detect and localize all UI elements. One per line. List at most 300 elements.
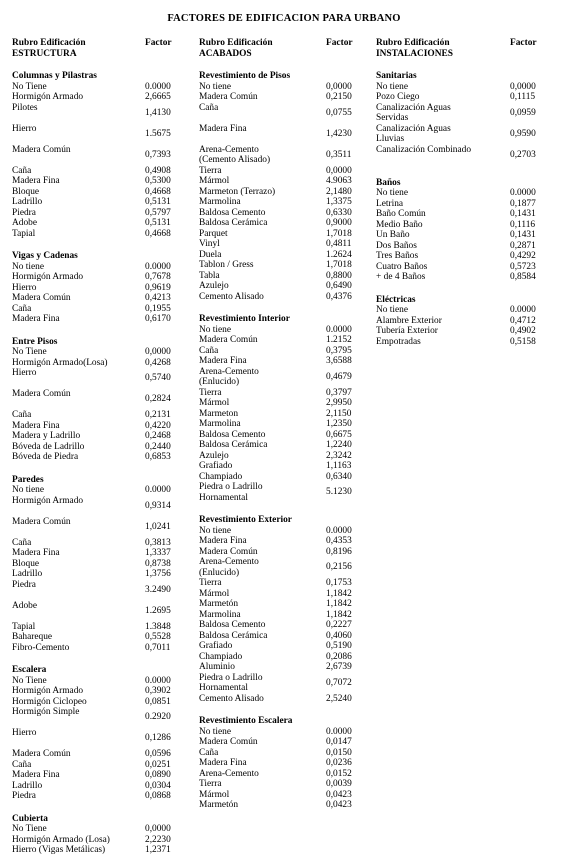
item-factor: 0.0000	[510, 188, 536, 198]
factor-row	[376, 82, 551, 93]
item-factor: 0,3511	[326, 149, 352, 160]
item-factor: 2,6739	[326, 662, 352, 672]
item-name: Hierro	[12, 368, 37, 378]
item-name: Piedra o Ladrillo Hornamental	[199, 672, 263, 693]
item-name: Madera Común	[12, 516, 71, 527]
item-name: Canalización Combinado	[376, 144, 472, 155]
item-name: Grafiado	[199, 641, 233, 651]
item-name: Baldosa Cemento	[199, 429, 266, 440]
item-factor: 0,2156	[326, 562, 352, 572]
item-name: Alambre Exterior	[376, 315, 442, 326]
factor-row	[199, 166, 359, 177]
item-factor: 0,5190	[326, 641, 352, 651]
factor-row	[12, 622, 182, 633]
factor-row	[12, 835, 182, 846]
item-name: Tres Baños	[376, 251, 419, 261]
section-title: Revestimiento Interior	[199, 314, 290, 324]
column-header	[199, 38, 359, 59]
factor-row	[199, 694, 359, 705]
item-name: Madera Fina	[199, 758, 247, 768]
item-name: Piedra o Ladrillo Hornamental	[199, 482, 263, 503]
item-name: Ladrillo	[12, 197, 43, 207]
factor-row	[12, 431, 182, 442]
factor-row	[199, 356, 359, 367]
item-factor: 0,0000	[145, 824, 171, 834]
factor-row	[12, 421, 182, 432]
column-header-label: Rubro Edificación ACABADOS	[199, 38, 273, 59]
item-name: Madera Común	[199, 546, 258, 557]
factor-row	[12, 304, 182, 315]
factor-row	[12, 770, 182, 781]
item-name: Hormigón Armado	[12, 92, 84, 102]
item-name: Adobe	[12, 600, 37, 611]
item-factor: 1,1842	[326, 588, 352, 599]
item-factor: 0,2440	[145, 441, 171, 452]
item-factor: 2,9950	[326, 398, 352, 408]
factor-row	[12, 283, 182, 294]
section-title: Revestimiento Escalera	[199, 716, 293, 726]
item-factor: 0,6490	[326, 281, 352, 291]
item-factor: 0,5131	[145, 197, 171, 207]
item-factor: 0,2227	[326, 620, 352, 630]
section-title: Eléctricas	[376, 294, 416, 305]
factor-row	[12, 676, 182, 687]
item-name: No tiene	[12, 485, 45, 495]
factor-row	[199, 673, 359, 694]
item-name: Hierro	[12, 282, 37, 293]
factor-row	[12, 749, 182, 760]
item-factor: 2,1480	[326, 186, 352, 197]
column-acabados	[199, 38, 359, 811]
item-factor: 0,4902	[510, 326, 536, 336]
section-title: Paredes	[12, 474, 44, 485]
item-factor: 0,2150	[326, 92, 352, 102]
item-name: Madera y Ladrillo	[12, 431, 81, 441]
item-factor: 0,4060	[326, 630, 352, 641]
factor-row	[376, 124, 551, 145]
factor-row	[199, 662, 359, 673]
column-header-label: Rubro Edificación INSTALACIONES	[376, 38, 453, 59]
factor-row	[12, 824, 182, 835]
factor-row	[12, 293, 182, 304]
item-name: No tiene	[376, 188, 409, 198]
item-factor: 0,0152	[326, 768, 352, 779]
item-factor: 0,5740	[145, 373, 171, 383]
item-factor: 2,3242	[326, 450, 352, 461]
item-name: Ladrillo	[12, 569, 43, 579]
item-name: Bóveda de Ladrillo	[12, 441, 85, 452]
factor-row	[199, 103, 359, 124]
factor-row	[199, 727, 359, 738]
item-factor: 0,6170	[145, 314, 171, 324]
item-factor: 0,1115	[510, 92, 536, 102]
item-name: Ladrillo	[12, 780, 43, 791]
item-name: Fibro-Cemento	[12, 642, 70, 653]
factor-row	[12, 176, 182, 187]
item-name: Hormigón Armado	[12, 686, 84, 696]
factor-row	[199, 652, 359, 663]
item-factor: 1.5675	[145, 128, 171, 139]
factor-row	[12, 262, 182, 273]
factor-row	[12, 601, 182, 622]
factor-row	[199, 790, 359, 801]
item-factor: 0,4668	[145, 228, 171, 239]
item-factor: 0,0868	[145, 791, 171, 801]
factor-row	[12, 845, 182, 856]
section-title: Entre Pisos	[12, 336, 58, 347]
item-factor: 1,2350	[326, 419, 352, 429]
item-name: Piedra	[12, 579, 36, 590]
item-factor: 0.0000	[145, 81, 171, 92]
item-factor: 0,9590	[510, 128, 536, 139]
factor-row	[12, 728, 182, 749]
item-name: Bloque	[12, 186, 40, 197]
item-factor: 0,0596	[145, 749, 171, 759]
item-name: Tierra	[199, 578, 222, 588]
item-name: Duela	[199, 249, 222, 260]
item-name: Caña	[199, 345, 219, 356]
factor-row	[12, 145, 182, 166]
factor-row	[199, 461, 359, 472]
factor-row	[376, 316, 551, 327]
item-factor: 0,6340	[326, 471, 352, 482]
item-factor: 1,4230	[326, 128, 352, 139]
factor-row	[199, 239, 359, 250]
item-factor: 0,4292	[510, 251, 536, 261]
item-name: Marmetón	[199, 800, 239, 810]
item-name: Tierra	[199, 165, 222, 176]
item-name: Pozo Ciego	[376, 92, 420, 102]
factor-row	[199, 641, 359, 652]
item-name: Marmolina	[199, 419, 241, 429]
item-name: Hormigón Armado	[12, 272, 84, 282]
item-name: Madera Fina	[199, 536, 247, 546]
item-name: Baldosa Cemento	[199, 207, 266, 218]
factor-row	[12, 166, 182, 177]
item-name: Tierra	[199, 387, 222, 398]
factor-row	[199, 631, 359, 642]
item-name: Arena-Cemento (Enlucido)	[199, 557, 259, 578]
factor-row	[199, 388, 359, 399]
factor-row	[199, 145, 359, 166]
factor-row	[199, 737, 359, 748]
item-name: Hierro	[12, 728, 37, 738]
section-title: Vigas y Cadenas	[12, 251, 78, 261]
column-header	[376, 38, 551, 59]
item-name: Piedra	[12, 207, 36, 218]
item-factor: 0,8584	[510, 272, 536, 282]
item-factor: 0,0000	[326, 81, 352, 92]
item-name: Bahareque	[12, 632, 53, 642]
section-title: Revestimiento de Pisos	[199, 71, 291, 81]
item-name: Tapial	[12, 228, 36, 239]
item-name: Tapial	[12, 621, 36, 632]
item-factor: 0,4811	[326, 239, 352, 249]
item-name: Madera Común	[12, 293, 71, 303]
factor-row	[376, 326, 551, 337]
item-name: Baldosa Cerámica	[199, 630, 268, 641]
item-factor: 0,9314	[145, 500, 171, 511]
factor-row	[376, 199, 551, 210]
item-name: Pilotes	[12, 102, 38, 113]
item-name: Bóveda de Piedra	[12, 452, 79, 462]
factor-row	[12, 548, 182, 559]
factor-row	[199, 292, 359, 303]
item-name: Marmeton	[199, 408, 239, 419]
factor-row	[199, 800, 359, 811]
document-title: FACTORES DE EDIFICACION PARA URBANO	[167, 13, 401, 24]
item-name: Madera Común	[199, 335, 258, 345]
item-name: Marmolina	[199, 197, 241, 207]
column-header	[12, 38, 182, 59]
item-name: No tiene	[12, 261, 45, 272]
item-factor: 0,0000	[145, 347, 171, 357]
column-header-label: Rubro Edificación ESTRUCTURA	[12, 38, 86, 59]
factor-row	[199, 250, 359, 261]
section-title: Columnas y Pilastras	[12, 71, 97, 81]
factor-row	[12, 197, 182, 208]
item-name: Hierro (Vigas Metálicas)	[12, 845, 106, 855]
factor-row	[12, 452, 182, 463]
item-name: No tiene	[199, 81, 232, 92]
item-name: Madera Fina	[199, 356, 247, 366]
item-name: Caña	[12, 759, 32, 770]
item-name: Champiado	[199, 471, 243, 482]
factor-row	[12, 538, 182, 549]
item-name: Un Baño	[376, 230, 410, 240]
column-instalaciones	[376, 38, 551, 347]
item-factor: 1,0241	[145, 521, 171, 532]
item-factor: 1,2240	[326, 440, 352, 450]
item-factor: 0,4213	[145, 293, 171, 303]
item-name: Caña	[12, 410, 32, 420]
item-factor: 1,1163	[326, 461, 352, 471]
item-name: Tabla	[199, 270, 220, 281]
column-header-factor: Factor	[145, 38, 172, 48]
item-name: Champiado	[199, 651, 243, 662]
item-name: Baldosa Cerámica	[199, 440, 268, 450]
item-factor: 3,6588	[326, 356, 352, 366]
factor-row	[199, 419, 359, 430]
item-name: Mármol	[199, 789, 230, 800]
factor-row	[199, 610, 359, 621]
factor-row	[12, 208, 182, 219]
factor-row	[12, 358, 182, 369]
factor-row	[12, 707, 182, 728]
item-factor: 0,5300	[145, 176, 171, 186]
factor-row	[199, 176, 359, 187]
item-factor: 0,0890	[145, 770, 171, 780]
factor-row	[199, 451, 359, 462]
item-name: Caña	[12, 537, 32, 548]
item-factor: 2,1150	[326, 408, 352, 419]
item-name: Mármol	[199, 398, 230, 408]
item-factor: 1,7018	[326, 228, 352, 239]
factor-row	[199, 229, 359, 240]
factor-row	[12, 442, 182, 453]
item-factor: 0.0000	[145, 261, 171, 272]
item-factor: 0,0147	[326, 737, 352, 747]
factor-row	[199, 536, 359, 547]
item-name: Aluminio	[199, 662, 235, 672]
item-factor: 0.0000	[145, 675, 171, 686]
factor-row	[12, 781, 182, 792]
factor-row	[12, 697, 182, 708]
item-factor: 0,0000	[510, 81, 536, 92]
item-name: Arena-Cemento (Enlucido)	[199, 366, 259, 387]
factor-row	[199, 578, 359, 589]
section-title: Cubierta	[12, 813, 48, 824]
item-name: Hormigón Ciclopeo	[12, 696, 87, 707]
item-factor: 0,0304	[145, 780, 171, 791]
item-name: Hormigón Armado(Losa)	[12, 357, 108, 368]
item-name: No tiene	[199, 726, 232, 737]
item-factor: 0,2086	[326, 651, 352, 662]
factor-row	[199, 398, 359, 409]
factor-row	[199, 557, 359, 578]
factor-row	[12, 347, 182, 358]
factor-row	[376, 337, 551, 348]
factor-row	[199, 218, 359, 229]
item-name: + de 4 Baños	[376, 272, 426, 282]
item-factor: 0,0423	[326, 800, 352, 810]
factor-row	[199, 758, 359, 769]
item-name: Arena-Cemento (Cemento Alisado)	[199, 144, 271, 165]
factor-row	[199, 748, 359, 759]
item-name: Hormigón Armado (Losa)	[12, 834, 110, 845]
item-factor: 0,4353	[326, 536, 352, 546]
item-factor: 0,0150	[326, 747, 352, 758]
item-factor: 1,3337	[145, 548, 171, 558]
factor-row	[199, 769, 359, 780]
item-factor: 0,4712	[510, 315, 536, 326]
item-name: Vinyl	[199, 239, 220, 249]
item-factor: 0.0000	[145, 485, 171, 495]
item-factor: 0.2920	[145, 712, 171, 722]
item-factor: 0,1431	[510, 230, 536, 240]
factor-row	[376, 241, 551, 252]
factor-row	[199, 271, 359, 282]
item-factor: 1,1842	[326, 599, 352, 609]
item-factor: 0.0000	[326, 324, 352, 335]
factor-row	[12, 643, 182, 654]
item-name: No Tiene	[12, 675, 47, 686]
item-factor: 0,5158	[510, 336, 536, 347]
factor-row	[199, 367, 359, 388]
factor-row	[12, 368, 182, 389]
item-factor: 0,7011	[145, 642, 171, 653]
item-factor: 1.2695	[145, 605, 171, 616]
factor-row	[12, 760, 182, 771]
item-factor: 0,8800	[326, 270, 352, 281]
item-factor: 0,9619	[145, 282, 171, 293]
item-name: Letrina	[376, 198, 404, 209]
item-name: Caña	[199, 747, 219, 758]
factor-row	[199, 208, 359, 219]
item-name: Marmeton (Terrazo)	[199, 186, 276, 197]
factor-row	[12, 229, 182, 240]
item-factor: 0,0851	[145, 696, 171, 707]
factor-row	[12, 218, 182, 229]
item-name: Canalización Aguas Servidas	[376, 102, 451, 123]
factor-row	[376, 103, 551, 124]
item-name: Baldosa Cemento	[199, 620, 266, 630]
item-name: Madera Común	[199, 92, 258, 102]
factor-row	[199, 325, 359, 336]
item-name: Dos Baños	[376, 240, 417, 251]
item-name: Marmetón	[199, 599, 239, 609]
factor-row	[199, 197, 359, 208]
item-name: Parquet	[199, 228, 228, 239]
item-name: Baño Común	[376, 209, 426, 219]
item-name: No tiene	[376, 81, 409, 92]
factor-row	[199, 409, 359, 420]
factor-row	[199, 620, 359, 631]
item-name: Tubería Exterior	[376, 326, 438, 336]
item-name: Cemento Alisado	[199, 291, 264, 302]
factor-row	[376, 305, 551, 316]
factor-row	[12, 187, 182, 198]
item-factor: 0,3813	[145, 537, 171, 548]
factor-row	[12, 124, 182, 145]
item-factor: 0,0755	[326, 107, 352, 118]
column-estructura	[12, 38, 182, 856]
column-header-factor: Factor	[510, 38, 537, 48]
item-factor: 1,4130	[145, 107, 171, 118]
item-name: Baldosa Cerámica	[199, 218, 268, 228]
item-factor: 5.1230	[326, 487, 352, 497]
factor-row	[12, 103, 182, 124]
item-factor: 1,3375	[326, 197, 352, 207]
factor-row	[376, 230, 551, 241]
item-factor: 0,2131	[145, 410, 171, 420]
item-factor: 0,2703	[510, 149, 536, 160]
item-name: No Tiene	[12, 824, 47, 834]
item-factor: 0,8738	[145, 558, 171, 569]
factor-row	[199, 187, 359, 198]
item-name: Caña	[12, 165, 32, 176]
item-factor: 0,7393	[145, 149, 171, 160]
item-name: Madera Fina	[12, 770, 60, 780]
item-factor: 0,1116	[510, 219, 536, 230]
factor-row	[199, 124, 359, 145]
factor-row	[12, 496, 182, 517]
item-name: Empotradas	[376, 336, 421, 347]
factor-row	[199, 346, 359, 357]
item-factor: 4.9063	[326, 176, 352, 186]
item-factor: 0,4668	[145, 186, 171, 197]
item-name: Adobe	[12, 218, 37, 228]
factor-row	[12, 559, 182, 570]
item-name: Mármol	[199, 176, 230, 186]
item-name: No tiene	[376, 305, 409, 315]
item-factor: 1,2371	[145, 845, 171, 855]
item-name: Madera Fina	[12, 420, 60, 431]
factor-row	[12, 517, 182, 538]
item-name: Azulejo	[199, 281, 229, 291]
item-factor: 0,0236	[326, 758, 352, 768]
item-name: Madera Fina	[199, 123, 247, 134]
item-factor: 0,6675	[326, 429, 352, 440]
item-factor: 0,6330	[326, 207, 352, 218]
factor-row	[199, 547, 359, 558]
item-factor: 0,1286	[145, 733, 171, 743]
factor-row	[199, 281, 359, 292]
item-name: No Tiene	[12, 347, 47, 357]
factor-row	[12, 314, 182, 325]
item-factor: 0,1753	[326, 578, 352, 588]
item-factor: 0,5528	[145, 632, 171, 642]
